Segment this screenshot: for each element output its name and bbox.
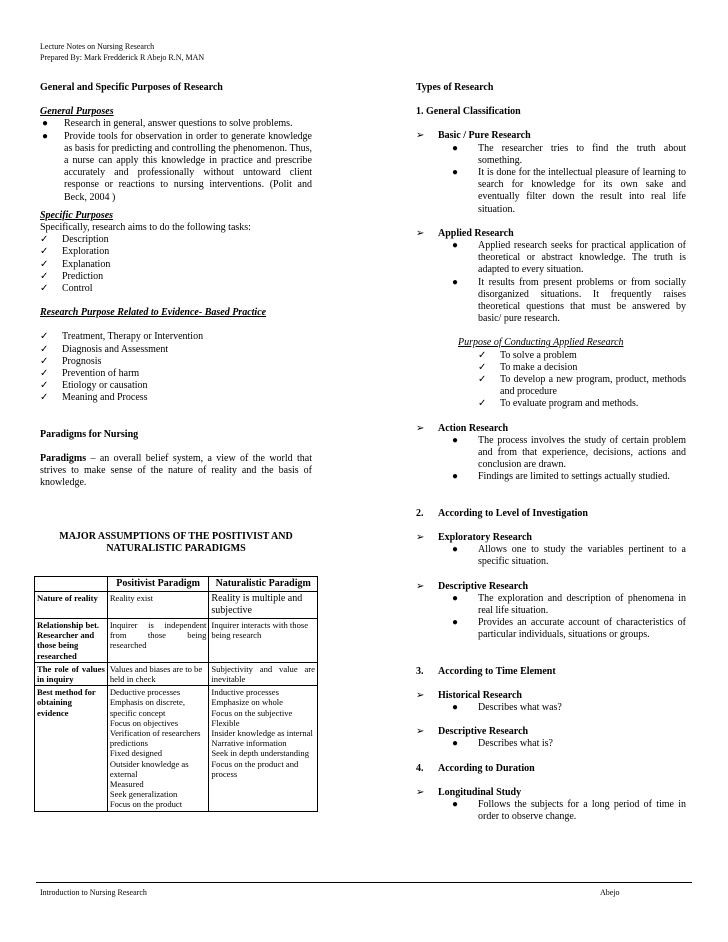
col-header-positivist: Positivist Paradigm bbox=[107, 577, 209, 592]
duration-heading: 4. According to Duration bbox=[416, 762, 535, 774]
arrowhead-icon: ➢ bbox=[416, 580, 425, 592]
check-icon: ✓ bbox=[40, 283, 49, 295]
check-icon: ✓ bbox=[40, 392, 49, 404]
list-item: ✓ To solve a problem bbox=[478, 349, 577, 361]
list-item: ✓ Explanation bbox=[40, 258, 111, 270]
table-row: The role of values in inquiry Values and biases are to be held in check Subjectivity and value are inevitable bbox=[35, 662, 318, 685]
subsection-applied: ➢ Applied Research bbox=[416, 227, 514, 239]
table-row: Best method for obtaining evidence Deductive processes Emphasis on discrete, specific concept Focus on objectives Verification of researchers predictions Fixed designed Outsider knowledge as external Measured Seek generalization Focus on the product Inductive processes Emphasize on whole Focus on the subjective Flexible Insider knowledge as internal Narrative information Seek in depth understanding Focus on the product and process bbox=[35, 686, 318, 811]
bullet-icon: ● bbox=[42, 130, 49, 142]
list-item: ● Provides an accurate account of characteristics of particular individuals, situations or groups. bbox=[452, 617, 686, 641]
list-item: ✓ Etiology or causation bbox=[40, 380, 148, 392]
paradigms-definition: Paradigms – an overall belief system, a view of the world that strives to make sense of the nature of reality and the basis of knowledge. bbox=[40, 452, 312, 489]
specific-purposes-heading: Specific Purposes bbox=[40, 209, 114, 221]
check-icon: ✓ bbox=[40, 380, 49, 392]
check-icon: ✓ bbox=[40, 355, 49, 367]
list-item: ✓ Description bbox=[40, 234, 109, 246]
list-item: ● The process involves the study of certain problem and from that experience, decisions, actions and conclusion are drawn. bbox=[452, 434, 686, 471]
header-line-1: Lecture Notes on Nursing Research bbox=[40, 42, 155, 51]
list-item: ✓ To develop a new program, product, methods and procedure bbox=[478, 374, 686, 398]
list-item: ● The exploration and description of phenomena in real life situation. bbox=[452, 592, 686, 616]
table-row: Relationship bet. Researcher and those being researched Inquirer is independent from those being researched Inquirer interacts with those being research bbox=[35, 619, 318, 663]
list-item: ✓ To evaluate program and methods. bbox=[478, 398, 639, 410]
bullet-icon: ● bbox=[452, 701, 459, 713]
page-header bbox=[40, 41, 204, 63]
arrowhead-icon: ➢ bbox=[416, 130, 425, 142]
bullet-icon: ● bbox=[452, 240, 459, 252]
list-item: ✓ Prevention of harm bbox=[40, 368, 140, 380]
subsection-basic: ➢ Basic / Pure Research bbox=[416, 130, 531, 142]
ebp-heading: Research Purpose Related to Evidence- Based Practice bbox=[40, 307, 267, 319]
list-item: ● Findings are limited to settings actually studied. bbox=[452, 471, 670, 483]
bullet-icon: ● bbox=[452, 738, 459, 750]
list-item: ✓ Diagnosis and Assessment bbox=[40, 343, 169, 355]
list-item: ✓ To make a decision bbox=[478, 361, 578, 373]
list-item: ● Allows one to study the variables pertinent to a specific situation. bbox=[452, 544, 686, 568]
assumptions-title: MAJOR ASSUMPTIONS OF THE POSITIVIST AND NATURALISTIC PARADIGMS bbox=[59, 531, 293, 554]
list-item: ● Describes what was? bbox=[452, 701, 562, 713]
subsection-exploratory: ➢ Exploratory Research bbox=[416, 531, 532, 543]
check-icon: ✓ bbox=[40, 368, 49, 380]
list-item: ● Research in general, answer questions to solve problems. bbox=[42, 118, 293, 130]
list-item: ● It results from present problems or from socially disorganized situations. It frequently raises theoretical questions that must be answered by basic/ pure research. bbox=[452, 276, 686, 325]
footer-left: Introduction to Nursing Research bbox=[40, 888, 147, 897]
subsection-action: ➢ Action Research bbox=[416, 422, 509, 434]
list-item: ● Describes what is? bbox=[452, 738, 553, 750]
list-item: ✓ Prognosis bbox=[40, 355, 102, 367]
subsection-longitudinal: ➢ Longitudinal Study bbox=[416, 786, 522, 798]
check-icon: ✓ bbox=[478, 361, 487, 373]
general-classification: 1. General Classification bbox=[416, 106, 521, 118]
list-item: ● Applied research seeks for practical application of theoretical or abstract knowledge. The truth is adapted to every situation. bbox=[452, 240, 686, 276]
bullet-icon: ● bbox=[42, 118, 49, 130]
paradigms-table bbox=[34, 576, 318, 812]
right-column bbox=[416, 82, 686, 823]
list-item: ✓ Treatment, Therapy or Intervention bbox=[40, 331, 204, 343]
bullet-icon: ● bbox=[452, 434, 459, 446]
level-heading: 2. According to Level of Investigation bbox=[416, 507, 588, 519]
subsection-historical: ➢ Historical Research bbox=[416, 689, 522, 701]
section-title-purposes: General and Specific Purposes of Research bbox=[40, 82, 223, 93]
arrowhead-icon: ➢ bbox=[416, 786, 425, 798]
time-heading: 3. According to Time Element bbox=[416, 665, 556, 677]
header-line-2: Prepared By: Mark Fredderick R Abejo R.N, MAN bbox=[40, 53, 205, 62]
check-icon: ✓ bbox=[40, 270, 49, 282]
bullet-icon: ● bbox=[452, 798, 459, 810]
applied-purpose-heading: Purpose of Conducting Applied Research bbox=[458, 337, 624, 349]
specific-intro: Specifically, research aims to do the following tasks: bbox=[40, 222, 251, 234]
check-icon: ✓ bbox=[478, 374, 487, 386]
bullet-icon: ● bbox=[452, 617, 459, 629]
arrowhead-icon: ➢ bbox=[416, 689, 425, 701]
arrowhead-icon: ➢ bbox=[416, 227, 425, 239]
arrowhead-icon: ➢ bbox=[416, 422, 425, 434]
left-column bbox=[40, 82, 312, 489]
check-icon: ✓ bbox=[478, 398, 487, 410]
list-item: ✓ Meaning and Process bbox=[40, 392, 148, 404]
list-item: ● The researcher tries to find the truth about something. bbox=[452, 142, 686, 166]
list-item: ● Provide tools for observation in order to generate knowledge as basis for predicting and controlling the phenomenon. Thus, a nurse can apply this knowledge in practice and prescribe accurately and professionally without untoward client response or reactions to nursing interventions. (Polit and Beck, 2004 ) bbox=[42, 130, 312, 203]
footer-right: Abejo bbox=[600, 888, 620, 897]
paradigms-heading: Paradigms for Nursing bbox=[40, 428, 139, 440]
bullet-icon: ● bbox=[452, 471, 459, 483]
list-item: ● Follows the subjects for a long period of time in order to observe change. bbox=[452, 798, 686, 823]
list-item: ✓ Prediction bbox=[40, 270, 104, 282]
arrowhead-icon: ➢ bbox=[416, 531, 425, 543]
bullet-icon: ● bbox=[452, 592, 459, 604]
bullet-icon: ● bbox=[452, 276, 459, 288]
subsection-descriptive-2: ➢ Descriptive Research bbox=[416, 726, 529, 738]
arrowhead-icon: ➢ bbox=[416, 726, 425, 738]
bullet-icon: ● bbox=[452, 167, 459, 179]
table-header-row bbox=[35, 577, 318, 592]
general-purposes-heading: General Purposes bbox=[40, 106, 114, 118]
check-icon: ✓ bbox=[40, 246, 49, 258]
check-icon: ✓ bbox=[40, 234, 49, 246]
footer-divider bbox=[36, 882, 692, 883]
col-header-naturalistic: Naturalistic Paradigm bbox=[209, 577, 318, 592]
specific-list bbox=[40, 234, 312, 295]
list-item: ✓ Exploration bbox=[40, 246, 110, 258]
subsection-descriptive: ➢ Descriptive Research bbox=[416, 580, 529, 592]
list-item: ✓ Control bbox=[40, 283, 93, 295]
bullet-icon: ● bbox=[452, 544, 459, 556]
bullet-icon: ● bbox=[452, 142, 459, 154]
check-icon: ✓ bbox=[40, 331, 49, 343]
ebp-list bbox=[40, 331, 312, 404]
types-title: Types of Research bbox=[416, 82, 494, 93]
table-row: Nature of reality Reality exist Reality is multiple and subjective bbox=[35, 592, 318, 619]
check-icon: ✓ bbox=[40, 258, 49, 270]
check-icon: ✓ bbox=[40, 343, 49, 355]
check-icon: ✓ bbox=[478, 349, 487, 361]
list-item: ● It is done for the intellectual pleasure of learning to search for knowledge for its own sake and eventually filter down the result into real life situation. bbox=[452, 167, 686, 215]
